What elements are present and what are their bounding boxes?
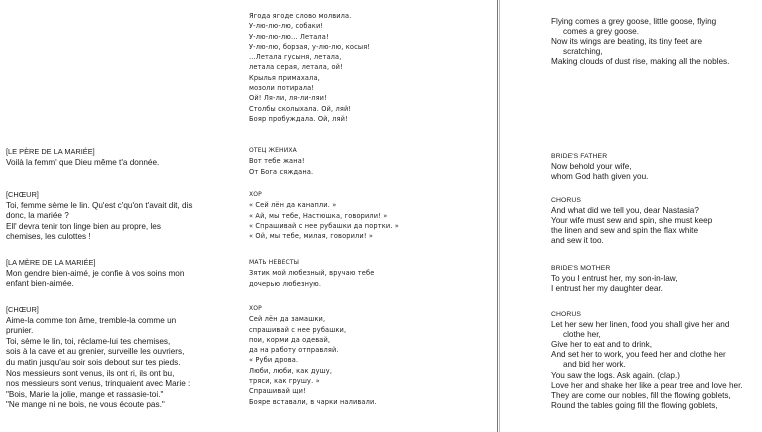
russian-column <box>249 0 489 432</box>
section-header: [CHŒUR] <box>6 190 39 199</box>
text-line: Your wife must sew and spin, she must keep <box>551 216 713 226</box>
ru-section-father <box>249 146 489 177</box>
text-line: I entrust her my daughter dear. <box>551 284 663 294</box>
ru-section-chorus-1 <box>249 190 489 241</box>
text-line: Ягода ягоде слово молвила. <box>249 12 352 20</box>
section-header: МАТЬ НЕВЕСТЫ <box>249 259 300 266</box>
text-line: Столбы сколыхала. Ой, ляй! <box>249 104 352 113</box>
text-line: Flying comes a grey goose, little goose, flying <box>551 17 717 26</box>
fr-section-father <box>6 147 246 168</box>
text-line: chemises, les culottes ! <box>6 232 91 242</box>
section-header: ХОР <box>249 191 262 198</box>
text-line: And set her to work, you feed her and clothe her <box>551 350 726 360</box>
text-line: prunier. <box>6 326 34 336</box>
text-line: and sew it too. <box>551 236 604 246</box>
text-line: Зятик мой любезный, вручаю тебе <box>249 269 375 278</box>
text-line: « Спрашивай с нее рубашки да портки. » <box>249 221 399 230</box>
text-line: летала серая, летала, ой! <box>249 63 343 72</box>
text-line: Бояр пробуждала. Ой, ляй! <box>249 114 348 123</box>
text-line: спрашивай с нее рубашки, <box>249 325 347 334</box>
text-line: scratching, <box>563 47 603 57</box>
text-line: comes a grey goose. <box>563 27 640 37</box>
text-line: Now behold your wife, <box>551 162 632 172</box>
text-line: Let her sew her linen, food you shall give her and <box>551 320 730 330</box>
text-line: du matin jusqu'au soir sois debout sur tes pieds. <box>6 357 181 367</box>
text-line: donc, la mariée ? <box>6 211 69 221</box>
text-line: Вот тебе жана! <box>249 157 305 166</box>
section-header: BRIDE'S MOTHER <box>551 265 611 272</box>
en-section-chorus-1 <box>551 196 761 246</box>
text-line: Toi, sème le lin, toi, réclame-lui tes chemises, <box>6 336 171 346</box>
text-line: Крылья примахала, <box>249 73 320 82</box>
text-line: ...Летала гусыня, летала, <box>249 53 342 62</box>
text-line: Люби, люби, как душу, <box>249 366 333 375</box>
text-line: "Ne mange ni ne bois, ne vous écoute pas." <box>6 400 165 410</box>
english-column <box>551 0 761 432</box>
text-line: the linen and sew and spin the flax white <box>551 226 699 236</box>
text-line: У-лю-лю, борзая, у-лю-лю, косыя! <box>249 42 371 51</box>
text-line: To you I entrust her, my son-in-law, <box>551 274 678 284</box>
section-header: [LE PÈRE DE LA MARIÉE] <box>6 147 95 156</box>
en-section-chorus-2 <box>551 310 761 411</box>
ru-verse <box>249 11 489 124</box>
text-line: Mon gendre bien-aimé, je confie à vos soins mon <box>6 268 185 278</box>
text-line: « Сей лён да канапли. » <box>249 201 337 210</box>
text-line: У-лю-лю-лю, собаки! <box>249 22 324 31</box>
text-line: От Бога сяждана. <box>249 167 314 176</box>
section-header: BRIDE'S FATHER <box>551 153 608 160</box>
text-line: У-лю-лю-лю... Летала! <box>249 32 329 41</box>
text-line: Aime-la comme ton âme, tremble-la comme un <box>6 315 177 325</box>
text-line: Now its wings are beating, its tiny feet are <box>551 37 703 47</box>
section-header: CHORUS <box>551 311 582 318</box>
text-line: "Bois, Marie la jolie, mange et rassasie-toi." <box>6 389 164 399</box>
text-line: Nos messieurs sont venus, ils ont ri, ils ont bu, <box>6 368 175 378</box>
text-line: You saw the logs. Ask again. (clap.) <box>551 370 680 380</box>
section-header: ОТЕЦ ЖЕНИХА <box>249 147 297 154</box>
text-line: and bid her work. <box>563 360 626 370</box>
section-header: [CHŒUR] <box>6 305 39 314</box>
text-line: « Ай, мы тебе, Настюшка, говорили! » <box>249 211 388 220</box>
section-header: [LA MÈRE DE LA MARIÉE] <box>6 258 96 267</box>
page-divider <box>497 0 498 432</box>
fr-section-mother <box>6 258 246 290</box>
text-line: Round the tables going fill the flowing goblets, <box>551 400 718 410</box>
text-line: Бояре вставали, в чарки наливали. <box>249 397 377 406</box>
text-line: Love her and shake her like a pear tree and love her. <box>551 380 743 390</box>
text-line: Give her to eat and to drink, <box>551 340 653 350</box>
text-line: And what did we tell you, dear Nastasia? <box>551 206 699 216</box>
text-line: Сей лён да замашки, <box>249 315 326 324</box>
text-line: Voilà la femm' que Dieu même t'a donnée. <box>6 157 160 167</box>
text-line: Ell' devra tenir ton linge bien au propre, les <box>6 221 161 231</box>
text-line: тряси, как грушу. » <box>249 377 320 386</box>
text-line: дочерью любезную. <box>249 279 322 288</box>
text-line: мозоли потирала! <box>249 84 315 93</box>
french-column <box>6 0 246 432</box>
text-line: clothe her, <box>563 330 601 340</box>
text-line: sois à la cave et au grenier, surveille les ouvriers, <box>6 347 185 357</box>
ru-section-mother <box>249 258 489 289</box>
text-line: Спрашивай щи! <box>249 387 306 396</box>
text-line: « Руби дрова. <box>249 356 299 365</box>
en-section-father <box>551 152 761 182</box>
text-line: пои, корми да одевай, <box>249 335 331 344</box>
en-section-mother <box>551 264 761 294</box>
section-header: CHORUS <box>551 197 582 204</box>
section-header: ХОР <box>249 305 262 312</box>
text-line: Ой! Ля-ли, ля-ли-ляи! <box>249 94 327 103</box>
text-line: enfant bien-aimée. <box>6 279 74 289</box>
text-line: They are come our nobles, fill the flowing goblets, <box>551 390 731 400</box>
en-verse <box>551 17 761 67</box>
fr-section-chorus-2 <box>6 305 246 411</box>
fr-section-chorus-1 <box>6 190 246 243</box>
text-line: да на работу отправляй. <box>249 346 339 355</box>
text-line: whom God hath given you. <box>551 172 649 182</box>
ru-section-chorus-2 <box>249 304 489 407</box>
text-line: nos messieurs sont venus, trinquaient avec Marie : <box>6 379 191 389</box>
page-divider-shadow <box>499 0 500 432</box>
text-line: Toi, femme sème le lin. Qu'est c'qu'on t'avait dit, dis <box>6 200 193 210</box>
text-line: Making clouds of dust rise, making all the nobles. <box>551 57 730 67</box>
text-line: « Ой, мы тебе, милая, говорили! » <box>249 232 374 241</box>
